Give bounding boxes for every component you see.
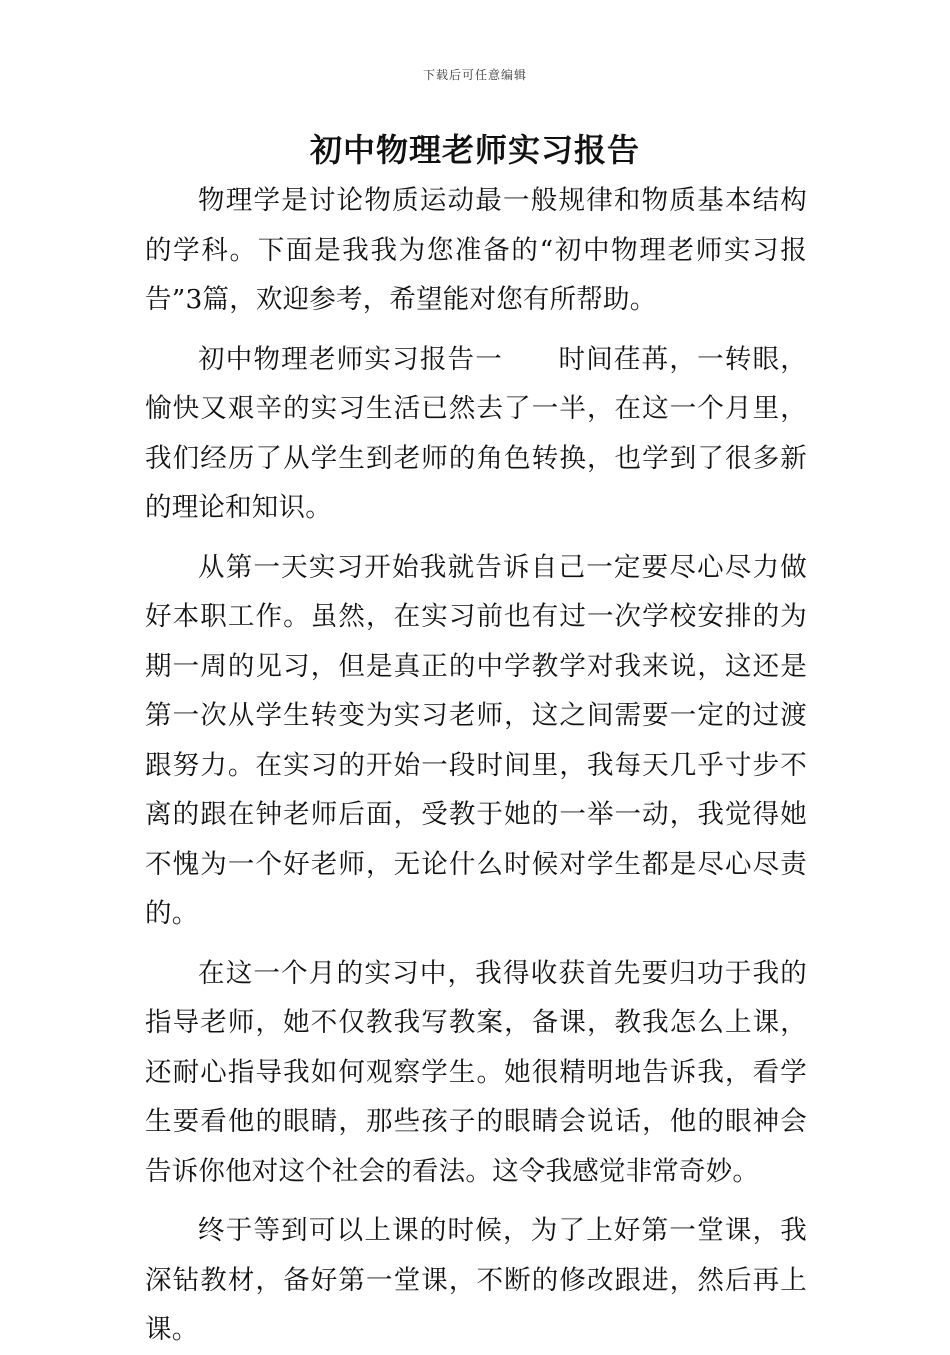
paragraph-mentor: 在这一个月的实习中，我得收获首先要归功于我的指导老师，她不仅教我写教案，备课，教我怎么上课，还耐心指导我如何观察学生。她很精明地告诉我，看学生要看他的眼睛，那些孩子的眼睛会说话，他的眼神会告诉你他对这个社会的看法。这令我感觉非常奇妙。 (145, 957, 807, 1187)
paragraph-intro: 物理学是讨论物质运动最一般规律和物质基本结构的学科。下面是我我为您准备的“初中物理老师实习报告”3篇，欢迎参考，希望能对您有所帮助。 (145, 185, 807, 315)
header-note: 下载后可任意编辑 (422, 68, 527, 82)
paragraph-first-day: 从第一天实习开始我就告诉自己一定要尽心尽力做好本职工作。虽然，在实习前也有过一次学校安排的为期一周的见习，但是真正的中学教学对我来说，这还是第一次从学生转变为实习老师，这之间需要一定的过渡跟努力。在实习的开始一段时间里，我每天几乎寸步不离的跟在钟老师后面，受教于她的一举一动，我觉得她不愧为一个好老师，无论什么时候对学生都是尽心尽责的。 (145, 551, 807, 929)
document-body (145, 176, 807, 1355)
document-title: 初中物理老师实习报告 (309, 131, 640, 169)
paragraph-first-lesson: 终于等到可以上课的时候，为了上好第一堂课，我深钻教材，备好第一堂课，不断的修改跟进，然后再上课。 (145, 1215, 807, 1345)
paragraph-report-one: 初中物理老师实习报告一 时间荏苒，一转眼，愉快又艰辛的实习生活已然去了一半，在这一个月里，我们经历了从学生到老师的角色转换，也学到了很多新的理论和知识。 (145, 343, 807, 523)
